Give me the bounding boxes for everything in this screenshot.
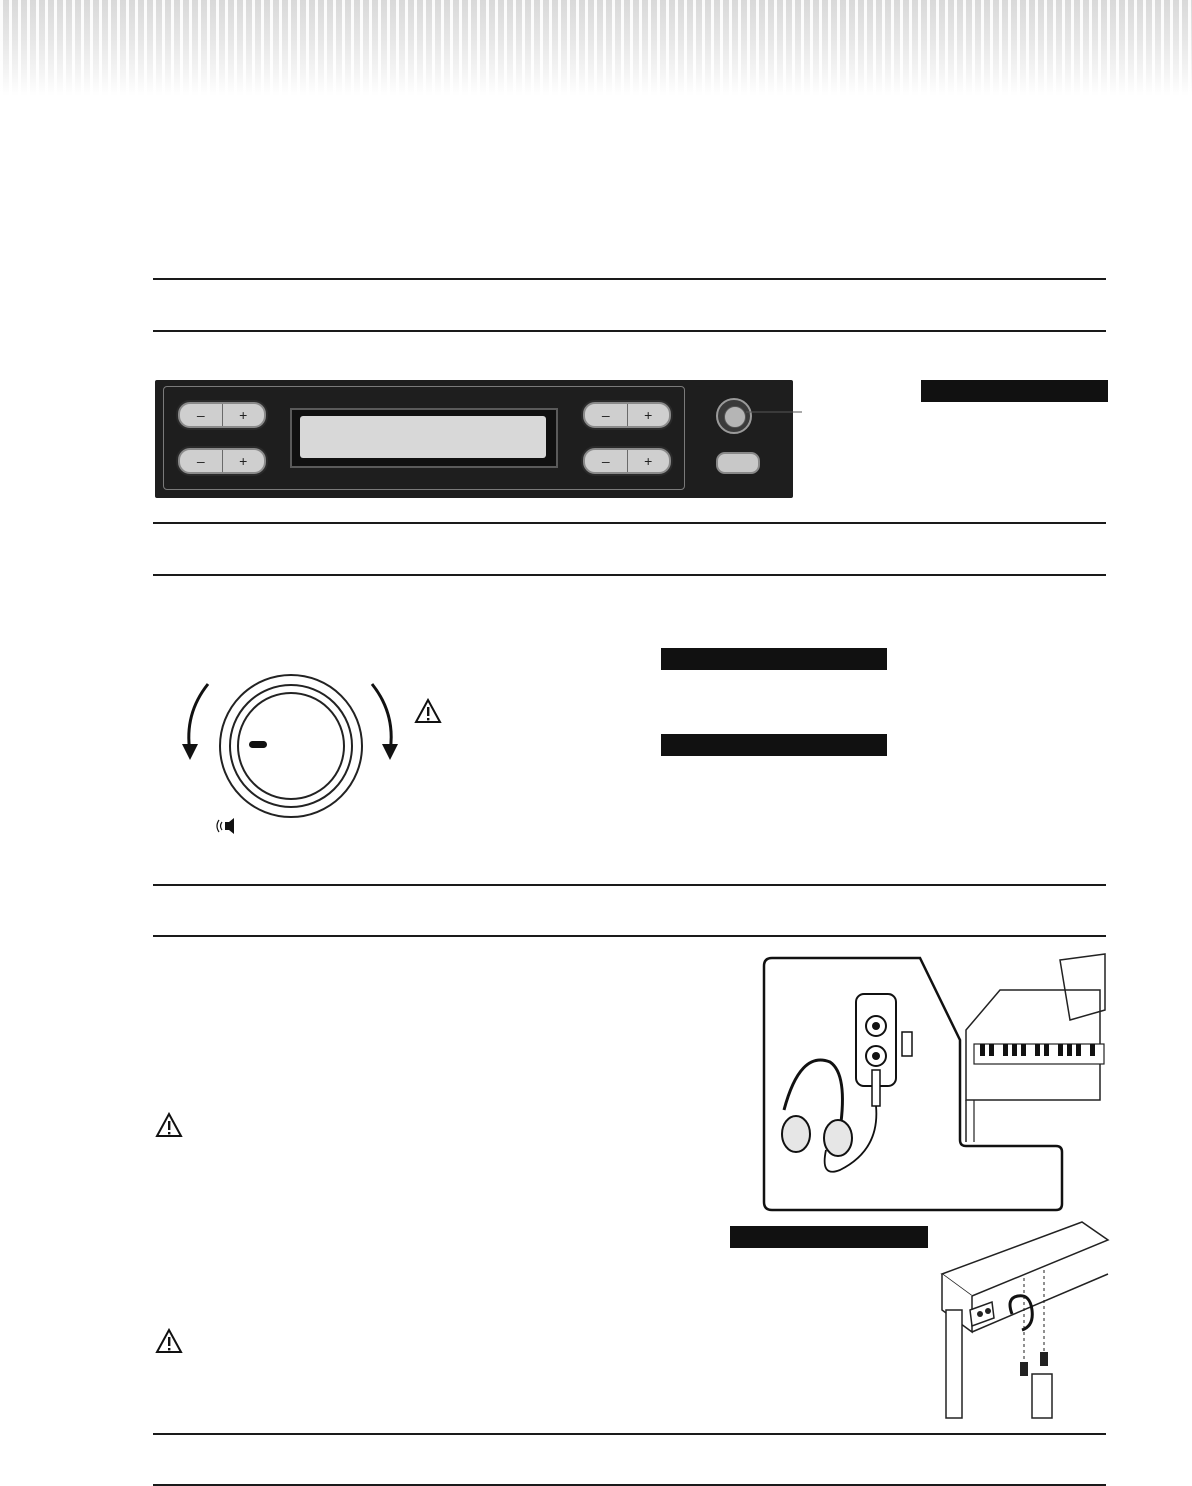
section-rule (153, 330, 1106, 332)
plus-button[interactable]: + (239, 453, 248, 469)
speaker-icon (216, 816, 236, 836)
lcd-screen (300, 416, 546, 458)
warning-triangle-icon (155, 1328, 183, 1354)
panel-pill-button[interactable] (716, 452, 760, 474)
section-rule (153, 574, 1106, 576)
minus-button[interactable]: – (180, 450, 223, 472)
plus-button[interactable]: + (239, 407, 248, 423)
panel-button-pair-top-left[interactable] (178, 402, 266, 428)
minus-button[interactable]: – (585, 404, 628, 426)
label-bar (921, 380, 1108, 402)
volume-dial-indicator (249, 741, 267, 748)
header-piano-keys-band (0, 0, 1192, 96)
plus-button[interactable]: + (644, 453, 653, 469)
panel-button-pair-bottom-left[interactable] (178, 448, 266, 474)
volume-dial[interactable] (219, 674, 363, 818)
warning-triangle-icon (414, 698, 442, 724)
warning-triangle-icon (155, 1112, 183, 1138)
panel-button-pair-bottom-right[interactable] (583, 448, 671, 474)
label-bar (661, 734, 887, 756)
volume-dial-ring (229, 684, 353, 808)
label-bar (661, 648, 887, 670)
section-rule (153, 522, 1106, 524)
callout-line (746, 404, 806, 418)
lcd-display (290, 408, 558, 468)
section-rule (153, 935, 1106, 937)
label-bar (730, 1226, 928, 1248)
section-rule (153, 278, 1106, 280)
panel-button-pair-top-right[interactable] (583, 402, 671, 428)
section-rule (153, 884, 1106, 886)
plus-button[interactable]: + (644, 407, 653, 423)
section-rule (153, 1433, 1106, 1435)
minus-button[interactable]: – (180, 404, 223, 426)
headphone-hook-illustration (932, 1214, 1110, 1420)
headphones-connection-illustration (760, 950, 1110, 1212)
rotate-left-arrow-icon (178, 680, 218, 764)
rotate-right-arrow-icon (366, 680, 406, 764)
minus-button[interactable]: – (585, 450, 628, 472)
